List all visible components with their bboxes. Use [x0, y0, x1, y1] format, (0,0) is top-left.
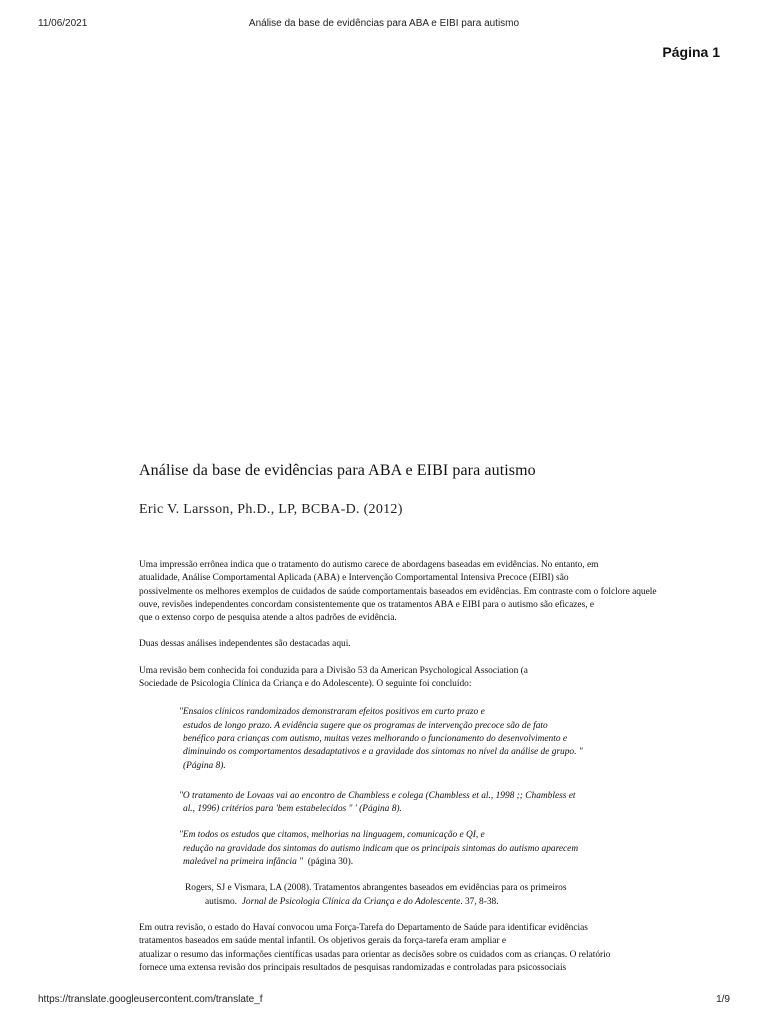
reference	[185, 882, 739, 909]
quote-line: estudos de longo prazo. A evidência sugere que os programas de intervenção precoce são de fato	[183, 720, 548, 731]
quote-3	[179, 829, 739, 869]
document-author: Eric V. Larsson, Ph.D., LP, BCBA-D. (2012)	[139, 502, 403, 517]
reference-volume: . 37, 8-38.	[460, 896, 499, 907]
text-line: Em outra revisão, o estado do Havaí convocou uma Força-Tarefa do Departamento de Saúde para identificar evidências	[139, 922, 588, 933]
text-line: atualizar o resumo das informações científicas usadas para orientar as decisões sobre os cuidados com as crianças. O relatório	[139, 949, 611, 960]
page-citation: (página 30).	[307, 857, 354, 868]
text-line: atualidade, Análise Comportamental Aplicada (ABA) e Intervenção Comportamental Intensiva Precoce (EIBI) são	[139, 573, 569, 584]
quote-line: benéfico para crianças com autismo, muitas vezes melhorando o funcionamento do desenvolvimento e	[183, 733, 568, 744]
text-line: Uma impressão errônea indica que o tratamento do autismo carece de abordagens baseadas em evidências. No entanto, em	[139, 560, 599, 570]
text-line: Duas dessas análises independentes são destacadas aqui.	[139, 639, 351, 650]
quote-line: redução na gravidade dos sintomas do autismo indicam que os principais sintomas do autismo aparecem	[183, 843, 579, 854]
print-date: 11/06/2021	[38, 18, 88, 29]
paragraph-highlight	[139, 638, 739, 651]
text-line: possivelmente os melhores exemplos de cuidados de saúde comportamentais baseados em evidências. Em contraste com o folclore aquele	[139, 586, 657, 597]
quote-line: "Ensaios clínicos randomizados demonstraram efeitos positivos em curto prazo e	[179, 707, 485, 718]
quote-line	[179, 856, 739, 869]
text-line: que o extenso corpo de pesquisa atende a altos padrões de evidência.	[139, 613, 397, 624]
quote-line: diminuindo os comportamentos desadaptativos e a gravidade dos sintomas no nível da análise de grupo. "	[183, 747, 583, 758]
print-header-title: Análise da base de evidências para ABA e EIBI para autismo	[248, 18, 520, 29]
paragraph-apa-review	[139, 665, 739, 692]
paragraph-hawaii-review	[139, 922, 739, 975]
quote-line: "O tratamento de Lovaas vai ao encontro de Chambless e colega (Chambless et al., 1998 ;; Chambless et	[179, 790, 576, 801]
journal-name: Jornal de Psicologia Clínica da Criança e do Adolescente	[241, 896, 461, 907]
document-title: Análise da base de evidências para ABA e EIBI para autismo	[139, 462, 536, 479]
quote-text: maleável na primeira infância "	[183, 857, 304, 868]
print-url: https://translate.googleusercontent.com/translate_f	[38, 994, 263, 1005]
text-line: Uma revisão bem conhecida foi conduzida para a Divisão 53 da American Psychological Association (a	[139, 665, 528, 676]
text-line: tratamentos baseados em saúde mental infantil. Os objetivos gerais da força-tarefa eram ampliar e	[139, 936, 507, 947]
quote-line: (Página 8).	[183, 760, 226, 771]
text-line: ouve, revisões independentes concordam consistentemente que os tratamentos ABA e EIBI para o autismo são eficazes, e	[139, 599, 595, 610]
reference-line	[185, 896, 739, 909]
reference-line: Rogers, SJ e Vismara, LA (2008). Tratamentos abrangentes baseados em evidências para os primeiros	[185, 883, 567, 894]
text-line: Sociedade de Psicologia Clínica da Criança e do Adolescente). O seguinte foi concluído:	[139, 679, 472, 690]
paragraph-intro	[139, 559, 739, 625]
text-line: fornece uma extensa revisão dos principais resultados de pesquisas randomizadas e controladas para psicossociais	[139, 962, 567, 973]
quote-line: "Em todos os estudos que citamos, melhorias na linguagem, comunicação e QI, e	[179, 830, 485, 841]
page-count: 1/9	[716, 994, 730, 1005]
quote-line: al., 1996) critérios para 'bem estabelecidos " ' (Página 8).	[183, 804, 402, 815]
document-body	[139, 559, 739, 975]
quote-1	[179, 706, 739, 772]
reference-text: autismo.	[205, 896, 238, 907]
page-label: Página 1	[662, 44, 720, 60]
quote-2	[179, 790, 739, 817]
